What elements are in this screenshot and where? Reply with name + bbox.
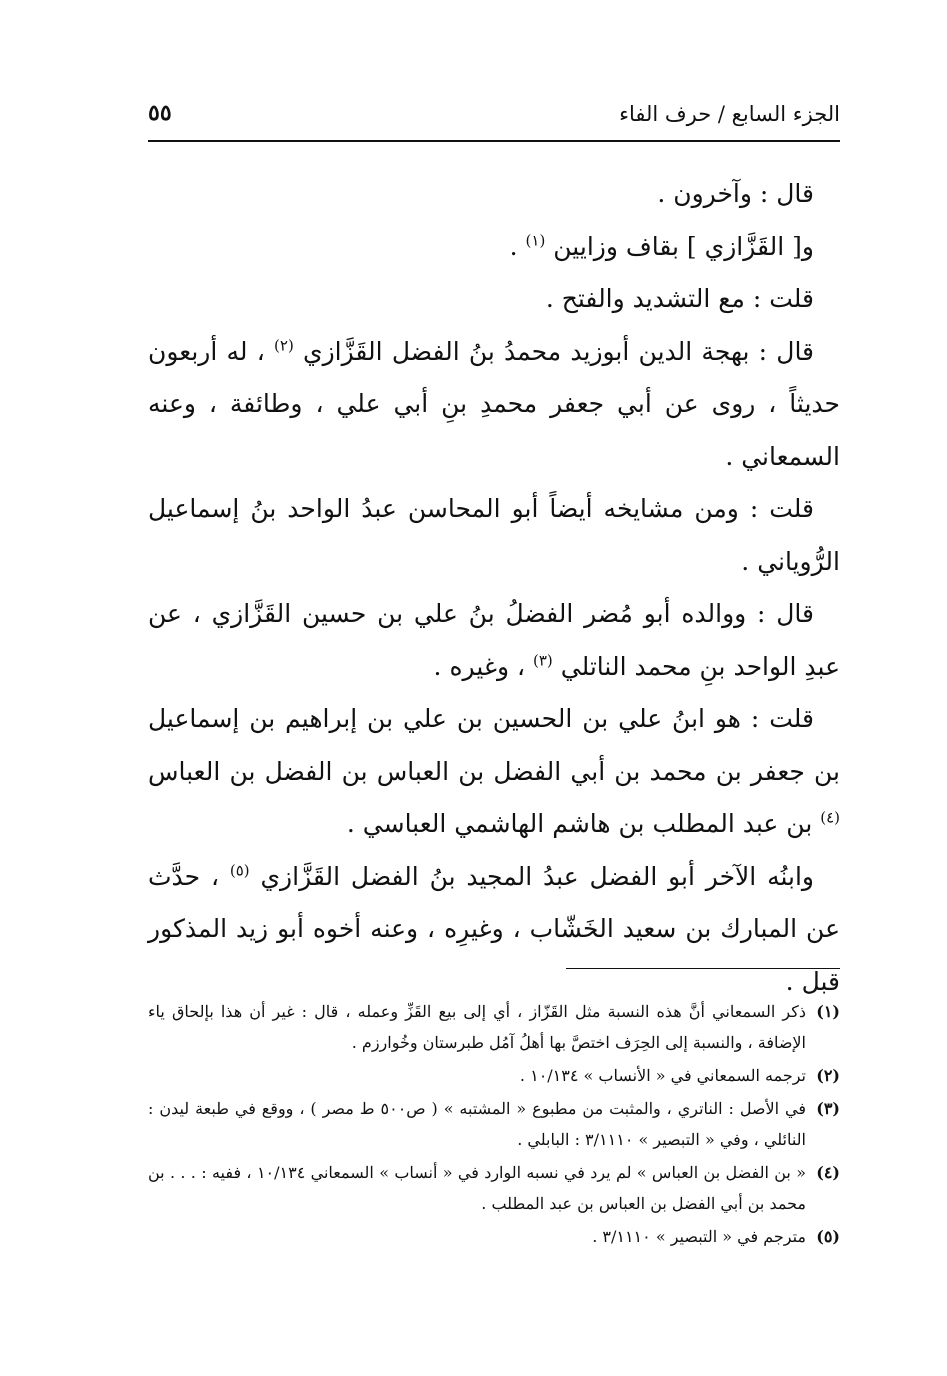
paragraph-3-text: قلت : مع التشديد والفتح .: [545, 284, 814, 313]
paragraph-2-end: .: [509, 231, 526, 261]
paragraph-7-text-a: قلت : هو ابنُ علي بن الحسين بن علي بن إبراهيم بن إسماعيل بن جعفر بن محمد بن أبي الفضل بن العباس بن الفضل بن العباس: [148, 704, 840, 786]
footnote-1: [148, 996, 840, 1058]
page-number: ٥٥: [148, 100, 172, 126]
paragraph-3: [148, 273, 840, 326]
paragraph-6: [148, 588, 840, 693]
paragraph-8-text-a: وابنُه الآخر أبو الفضل عبدُ المجيد بنُ الفضل القَزَّازي: [260, 861, 814, 891]
footnote-2: [148, 1060, 840, 1091]
paragraph-7: [148, 693, 840, 851]
footnote-ref-3[interactable]: (٣): [533, 651, 553, 670]
paragraph-1: [148, 168, 840, 221]
page-header: [148, 92, 840, 142]
paragraph-5: [148, 483, 840, 588]
footnote-separator: [566, 968, 840, 969]
paragraph-8-text-b: ، حدَّث عن المبارك بن سعيد الخَشّاب ، وغيرِه ، وعنه أخوه أبو زيد المذكور قبل .: [148, 861, 840, 996]
footnote-number: (٤): [816, 1163, 840, 1182]
footnote-text: مترجم في « التبصير » ٣/١١١٠ .: [592, 1227, 806, 1246]
footnote-ref-5[interactable]: (٥): [229, 861, 250, 880]
footnote-3: [148, 1093, 840, 1155]
footnote-ref-1[interactable]: (١): [525, 231, 546, 250]
paragraph-6-text-b: ، وغيره .: [433, 651, 533, 681]
paragraph-5-text: قلت : ومن مشايخه أيضاً أبو المحاسن عبدُ الواحد بنُ إسماعيل الرُّوياني .: [148, 494, 840, 576]
footnote-ref-2[interactable]: (٢): [274, 336, 294, 355]
footnote-number: (٢): [816, 1066, 840, 1085]
main-text: [148, 168, 840, 1008]
footnote-text: ذكر السمعاني أنَّ هذه النسبة مثل القَزّاز ، أي إلى بيع القَزِّ وعمله ، قال : غير أن هذا بإلحاق ياء الإضافة ، والنسبة إلى الحِرَف اختصَّ بها أهلُ آمُل طبرستان وخُوارزم .: [148, 1002, 806, 1052]
footnote-ref-4[interactable]: (٤): [820, 808, 840, 827]
paragraph-4: [148, 326, 840, 484]
paragraph-4-text-a: قال : بهجة الدين أبوزيد محمدُ بنُ الفضل القَزَّازي: [303, 336, 815, 366]
footnote-4: [148, 1157, 840, 1219]
paragraph-2-text: و[ القَزَّازي ] بقاف وزايين: [553, 231, 814, 261]
paragraph-4-text-b: ، له أربعون حديثاً ، روى عن أبي جعفر محمدِ بنِ أبي علي ، وطائفة ، وعنه السمعاني .: [148, 336, 840, 471]
footnotes: [148, 996, 840, 1254]
paragraph-7-text-b: بن عبد المطلب بن هاشم الهاشمي العباسي .: [346, 809, 821, 838]
paragraph-2: [148, 221, 840, 274]
footnote-text: « بن الفضل بن العباس » لم يرد في نسبه الوارد في « أنساب » السمعاني ١٠/١٣٤ ، ففيه : . . . بن محمد بن أبي الفضل بن العباس بن عبد المطلب .: [148, 1163, 806, 1213]
footnote-number: (٣): [816, 1099, 840, 1118]
footnote-text: ترجمه السمعاني في « الأنساب » ١٠/١٣٤ .: [519, 1066, 806, 1085]
footnote-number: (١): [816, 1002, 840, 1021]
footnote-text: في الأصل : الناتري ، والمثبت من مطبوع « المشتبه » ( ص٥٠٠ ط مصر ) ، ووقع في طبعة ليدن : النائلي ، وفي « التبصير » ٣/١١١٠ : البابلي .: [148, 1099, 806, 1149]
footnote-5: [148, 1221, 840, 1252]
paragraph-1-text: قال : وآخرون .: [657, 179, 814, 208]
footnote-number: (٥): [816, 1227, 840, 1246]
running-title: الجزء السابع / حرف الفاء: [619, 102, 840, 126]
paragraph-6-text-a: قال : ووالده أبو مُضر الفضلُ بنُ علي بن حسين القَزَّازي ، عن عبدِ الواحد بنِ محمد الناتلي: [148, 599, 840, 681]
paragraph-8: [148, 851, 840, 1009]
